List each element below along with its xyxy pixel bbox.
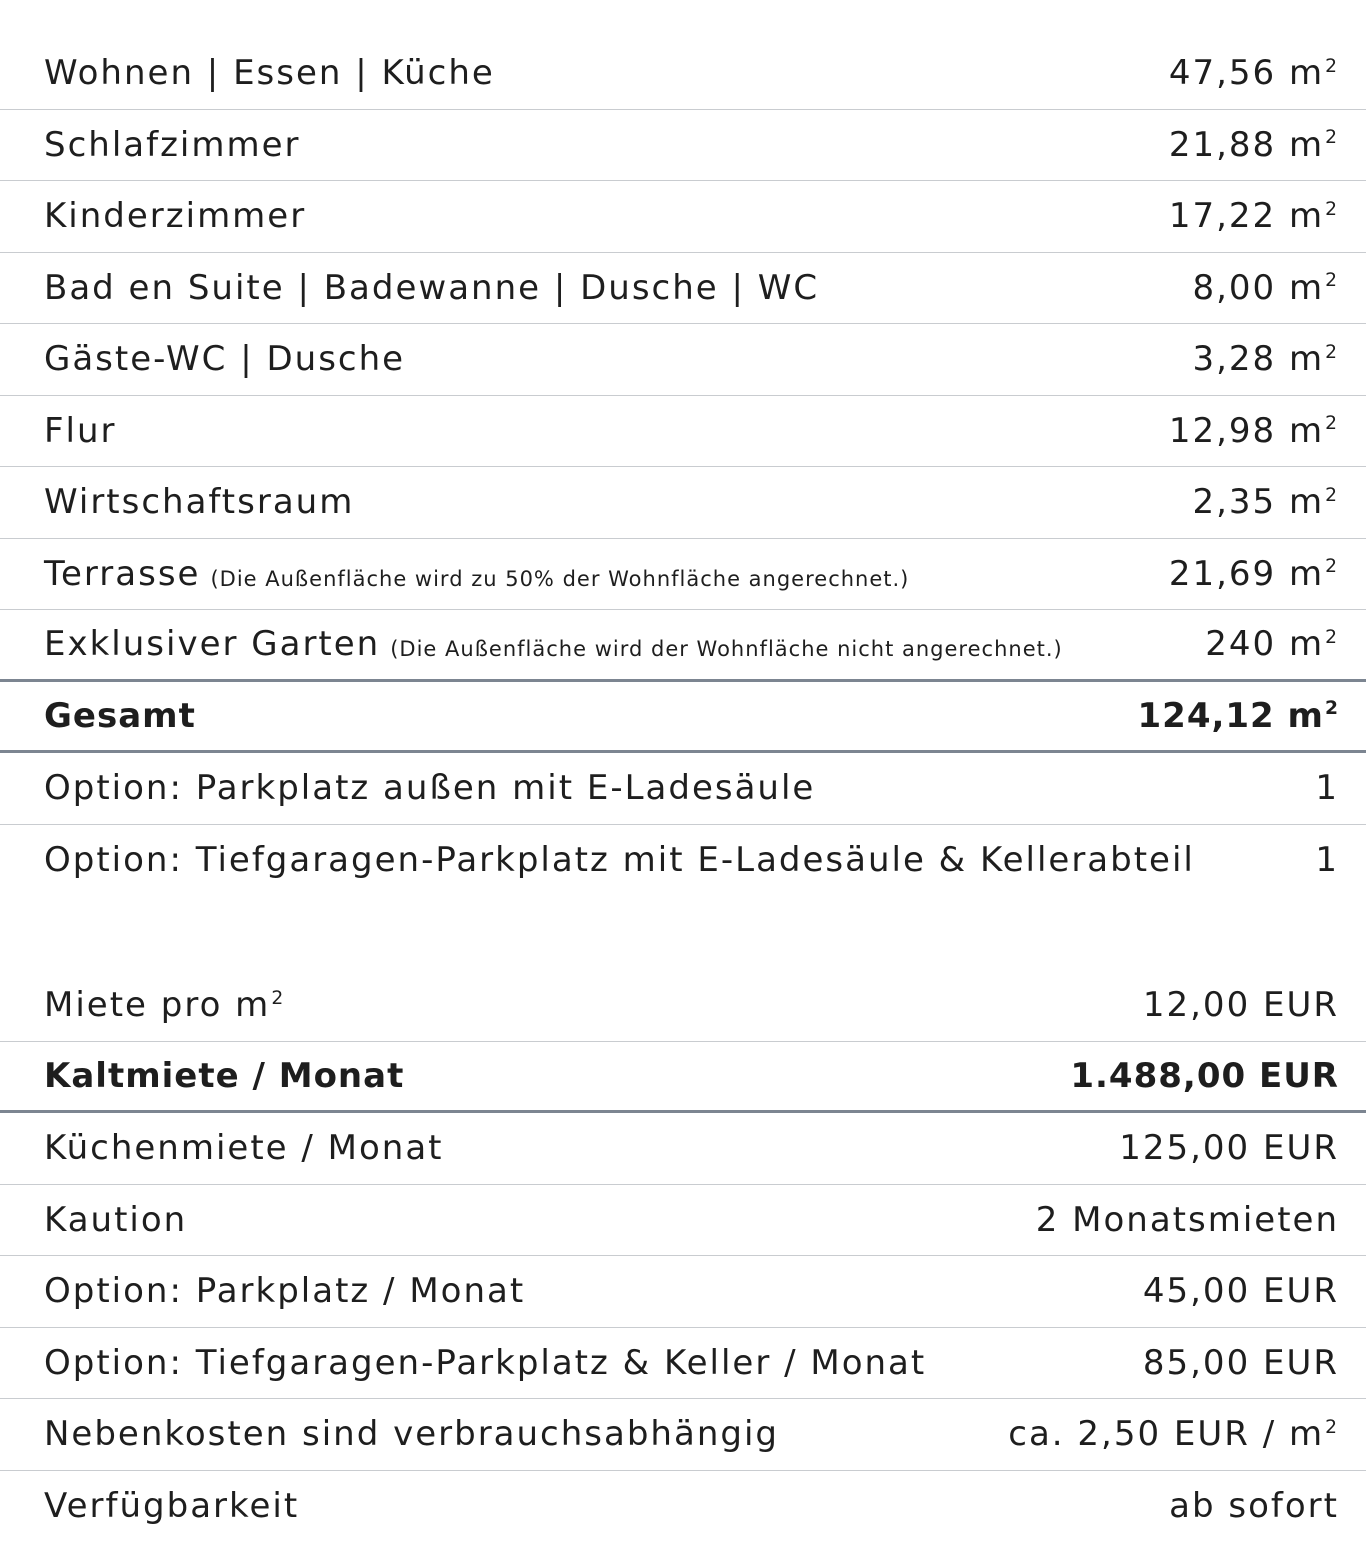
option-label: Option: Tiefgaragen-Parkplatz mit E-Ladesäule & Kellerabteil [44, 840, 1195, 881]
option-row [0, 753, 1366, 825]
table-row [0, 253, 1366, 325]
cost-row [0, 1328, 1366, 1400]
room-area: 2,35 $m^2$ [1192, 482, 1339, 523]
cost-value: 85,00 EUR [1142, 1342, 1339, 1383]
availability-label: Verfügbarkeit [44, 1486, 300, 1527]
cold-rent-label: Kaltmiete / Monat [44, 1055, 405, 1096]
room-label: Schlafzimmer [44, 124, 301, 165]
table-row [0, 38, 1366, 110]
room-label: Kinderzimmer [44, 196, 307, 237]
table-row [0, 110, 1366, 182]
cost-row [0, 1256, 1366, 1328]
room-label: Bad en Suite | Badewanne | Dusche | WC [44, 267, 820, 308]
room-area: 47,56 $m^2$ [1168, 53, 1339, 94]
room-label: Terrasse (Die Außenfläche wird zu 50% der Wohnfläche angerechnet.) [44, 553, 910, 594]
total-area: 124,12 $m^2$ [1137, 695, 1339, 736]
option-count: 1 [1315, 840, 1339, 881]
rent-per-sqm-value: 12,00 EUR [1142, 985, 1339, 1026]
option-row [0, 825, 1366, 897]
table-row [0, 467, 1366, 539]
room-label: Flur [44, 410, 117, 451]
table-row [0, 539, 1366, 611]
room-label: Wohnen | Essen | Küche [44, 53, 495, 94]
utilities-row [0, 1399, 1366, 1471]
cost-row [0, 1185, 1366, 1257]
cost-label: Option: Parkplatz / Monat [44, 1271, 526, 1312]
cost-value: 2 Monatsmieten [1035, 1199, 1339, 1240]
area-table [0, 38, 1366, 896]
table-row [0, 610, 1366, 682]
room-label: Gäste-WC | Dusche [44, 339, 406, 380]
room-area: 8,00 $m^2$ [1192, 267, 1339, 308]
room-area: 21,69 $m^2$ [1168, 553, 1339, 594]
cost-label: Option: Tiefgaragen-Parkplatz & Keller / Monat [44, 1342, 927, 1383]
room-area: 12,98 $m^2$ [1168, 410, 1339, 451]
cost-table [0, 970, 1366, 1542]
rent-per-sqm-row [0, 970, 1366, 1042]
area-note: (Die Außenfläche wird zu 50% der Wohnfläche angerechnet.) [210, 566, 910, 591]
table-row [0, 181, 1366, 253]
availability-value: ab sofort [1169, 1486, 1339, 1527]
room-area: 3,28 $m^2$ [1192, 339, 1339, 380]
availability-row [0, 1471, 1366, 1543]
cost-row [0, 1113, 1366, 1185]
table-row [0, 324, 1366, 396]
table-row [0, 396, 1366, 468]
cost-label: Küchenmiete / Monat [44, 1128, 444, 1169]
room-label: Wirtschaftsraum [44, 482, 355, 523]
cost-value: 45,00 EUR [1142, 1271, 1339, 1312]
utilities-value: ca. 2,50 EUR / $m^2$ [1008, 1414, 1339, 1455]
room-area: 21,88 $m^2$ [1168, 124, 1339, 165]
rent-per-sqm-label: Miete pro $m^2$ [44, 985, 286, 1026]
area-note: (Die Außenfläche wird der Wohnfläche nicht angerechnet.) [390, 637, 1063, 662]
total-label: Gesamt [44, 695, 196, 736]
total-row [0, 682, 1366, 754]
option-count: 1 [1315, 768, 1339, 809]
option-label: Option: Parkplatz außen mit E-Ladesäule [44, 768, 816, 809]
room-area: 240 $m^2$ [1205, 624, 1339, 665]
cost-label: Kaution [44, 1199, 188, 1240]
cost-value: 125,00 EUR [1119, 1128, 1339, 1169]
cold-rent-row [0, 1042, 1366, 1114]
cold-rent-value: 1.488,00 EUR [1070, 1055, 1339, 1096]
utilities-label: Nebenkosten sind verbrauchsabhängig [44, 1414, 779, 1455]
room-area: 17,22 $m^2$ [1168, 196, 1339, 237]
room-label: Exklusiver Garten (Die Außenfläche wird der Wohnfläche nicht angerechnet.) [44, 624, 1063, 665]
